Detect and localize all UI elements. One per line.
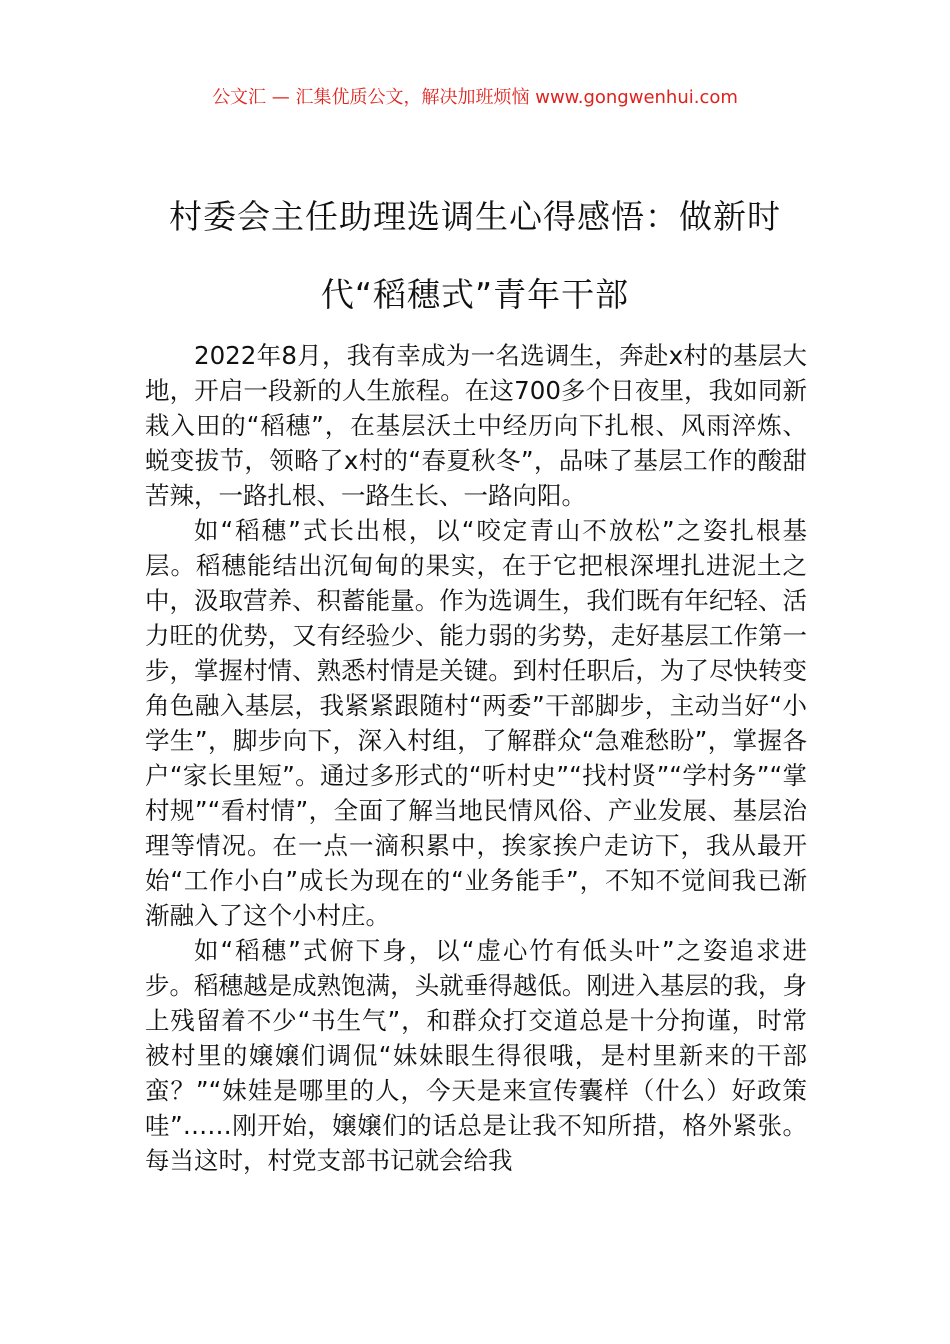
title-line-1: 村委会主任助理选调生心得感悟：做新时 [169,197,781,236]
paragraph-3: 如“稻穗”式俯下身，以“虚心竹有低头叶”之姿追求进步。稻穗越是成熟饱满，头就垂得越低。刚进入基层的我，身上残留着不少“书生气”，和群众打交道总是十分拘谨，时常被村里的嬢嬢们调侃“妹妹眼生得很哦，是村里新来的干部蛮？”“妹娃是哪里的人，今天是来宣传囊样（什么）好政策哇”……刚开始，嬢嬢们的话总是让我不知所措，格外紧张。每当这时，村党支部书记就会给我 [145,936,807,1175]
page-title [145,178,805,334]
title-line-2: 代“稻穗式”青年干部 [320,275,630,314]
paragraph-1: 2022年8月，我有幸成为一名选调生，奔赴x村的基层大地，开启一段新的人生旅程。在这700多个日夜里，我如同新栽入田的“稻穗”，在基层沃土中经历向下扎根、风雨淬炼、蜕变拔节，领略了x村的“春夏秋冬”，品味了基层工作的酸甜苦辣，一路扎根、一路生长、一路向阳。 [145,341,807,510]
paragraph-2: 如“稻穗”式长出根，以“咬定青山不放松”之姿扎根基层。稻穗能结出沉甸甸的果实，在于它把根深埋扎进泥土之中，汲取营养、积蓄能量。作为选调生，我们既有年纪轻、活力旺的优势，又有经验少、能力弱的劣势，走好基层工作第一步，掌握村情、熟悉村情是关键。到村任职后，为了尽快转变角色融入基层，我紧紧跟随村“两委”干部脚步，主动当好“小学生”，脚步向下，深入村组，了解群众“急难愁盼”，掌握各户“家长里短”。通过多形式的“听村史”“找村贤”“学村务”“掌村规”“看村情”，全面了解当地民情风俗、产业发展、基层治理等情况。在一点一滴积累中，挨家挨户走访下，我从最开始“工作小白”成长为现在的“业务能手”，不知不觉间我已渐渐融入了这个小村庄。 [145,516,807,930]
document-body [145,338,807,1178]
header-banner: 公文汇 — 汇集优质公文，解决加班烦恼 www.gongwenhui.com [212,87,738,108]
